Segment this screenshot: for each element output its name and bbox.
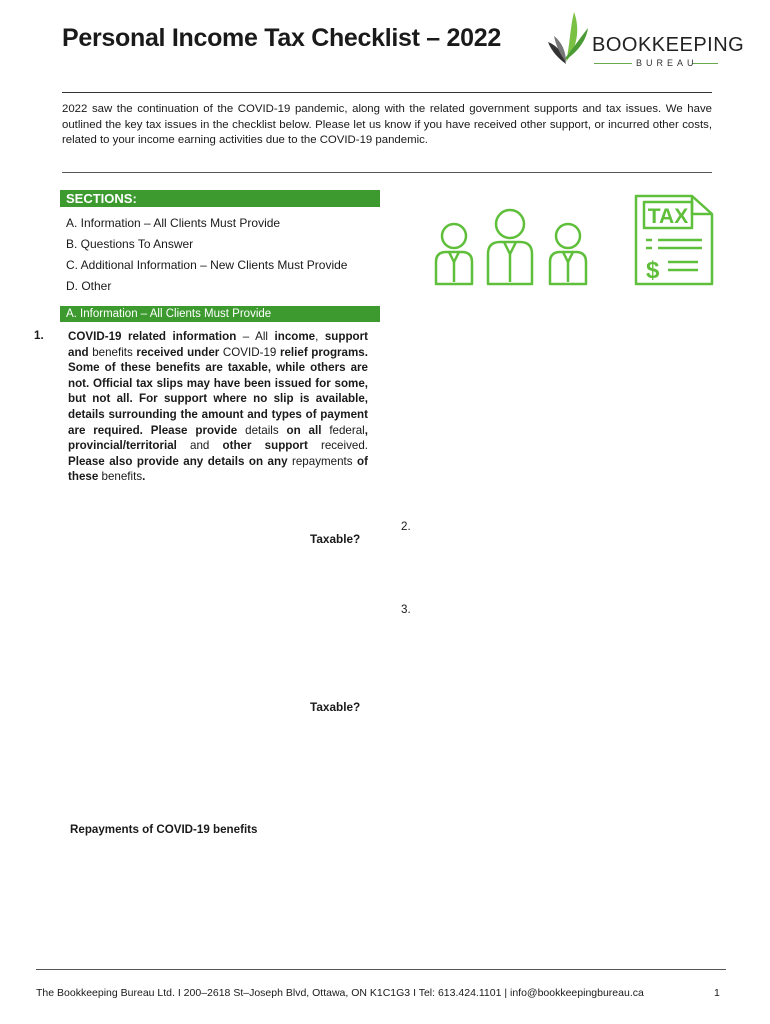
text-line	[68, 407, 368, 423]
text-segment: ,	[315, 330, 325, 343]
bold-text: income	[274, 330, 316, 343]
text-line	[68, 376, 368, 392]
taxable-header: Taxable?	[310, 532, 361, 546]
header-rule	[62, 92, 712, 93]
text-line	[68, 391, 368, 407]
text-line	[68, 423, 368, 439]
bold-text: of	[352, 454, 368, 468]
tax-document-icon	[632, 192, 718, 288]
logo-sub: BUREAU	[636, 58, 698, 68]
bold-text: relief programs.	[276, 345, 368, 359]
sections-heading: SECTIONS:	[60, 190, 380, 207]
dollar-symbol: $	[646, 257, 660, 284]
text-segment: COVID-19	[222, 345, 277, 359]
text-line	[68, 469, 368, 485]
bold-text: are required. Please provide	[68, 423, 246, 437]
logo-name: BOOKKEEPING	[592, 34, 745, 56]
bold-text: not. Official tax slips may have been issued for some,	[68, 376, 368, 390]
text-segment: received.	[307, 439, 368, 453]
footer-rule	[36, 969, 726, 970]
bold-text: details surrounding the amount and types of payment	[68, 407, 368, 421]
bold-text: received under	[132, 345, 223, 359]
bold-text: ,	[364, 423, 368, 437]
bold-text: .	[142, 470, 146, 484]
taxable-header-2: Taxable?	[310, 700, 361, 714]
section-a-heading: A. Information – All Clients Must Provide	[60, 306, 380, 322]
bold-text: Please also provide any details on any	[68, 454, 292, 468]
footer-address: The Bookkeeping Bureau Ltd. I 200–2618 St–Joseph Blvd, Ottawa, ON K1C1G3 I Tel: 613.424.1101 | info@bookkeepingbureau.ca	[36, 987, 644, 999]
text-line	[68, 438, 368, 454]
item-number: 3.	[401, 603, 411, 616]
text-segment: details	[245, 423, 279, 437]
bold-text: COVID-19 related information	[68, 330, 237, 343]
section-item: C. Additional Information – New Clients Must Provide	[66, 258, 348, 272]
text-segment: – All	[236, 330, 275, 343]
page-number: 1	[714, 987, 720, 999]
intro-paragraph: 2022 saw the continuation of the COVID-19 pandemic, along with the related government supports and tax issues. We have outlined the key tax issues in the checklist below. Please let us know if you have received other support, or incurred other costs, related to your income earning activities due to the COVID-19 pandemic.	[62, 103, 712, 146]
intro-rule	[62, 172, 712, 173]
text-segment: benefits	[92, 345, 133, 359]
item-number: 2.	[401, 520, 411, 533]
tax-label: TAX	[647, 205, 689, 228]
bold-text: other support	[222, 439, 308, 453]
bold-text: these	[68, 470, 102, 484]
bold-text: Some of these benefits are taxable, while others are	[68, 361, 368, 375]
text-line	[68, 345, 368, 361]
text-segment: benefits	[101, 470, 143, 484]
text-segment: and	[176, 439, 223, 453]
section-item: B. Questions To Answer	[66, 237, 194, 251]
logo-leaf-icon	[544, 8, 594, 70]
bold-text: on all	[278, 423, 330, 437]
item-number: 1.	[34, 329, 44, 342]
text-segment: federal	[329, 423, 365, 437]
text-line	[68, 329, 368, 345]
text-line	[68, 454, 368, 470]
text-line	[68, 360, 368, 376]
bold-text: but not all. For support where no slip is available,	[68, 392, 368, 406]
page-title: Personal Income Tax Checklist – 2022	[62, 24, 501, 52]
covid-info-paragraph	[68, 329, 368, 485]
bold-text: and	[68, 345, 93, 359]
repayments-heading: Repayments of COVID-19 benefits	[70, 823, 258, 836]
section-item: A. Information – All Clients Must Provide	[66, 216, 281, 230]
section-item: D. Other	[66, 279, 112, 293]
logo-divider-left	[594, 63, 632, 64]
bold-text: provincial/territorial	[68, 439, 177, 453]
bold-text: support	[324, 330, 368, 343]
text-segment: repayments	[292, 454, 353, 468]
people-icon	[428, 204, 618, 290]
